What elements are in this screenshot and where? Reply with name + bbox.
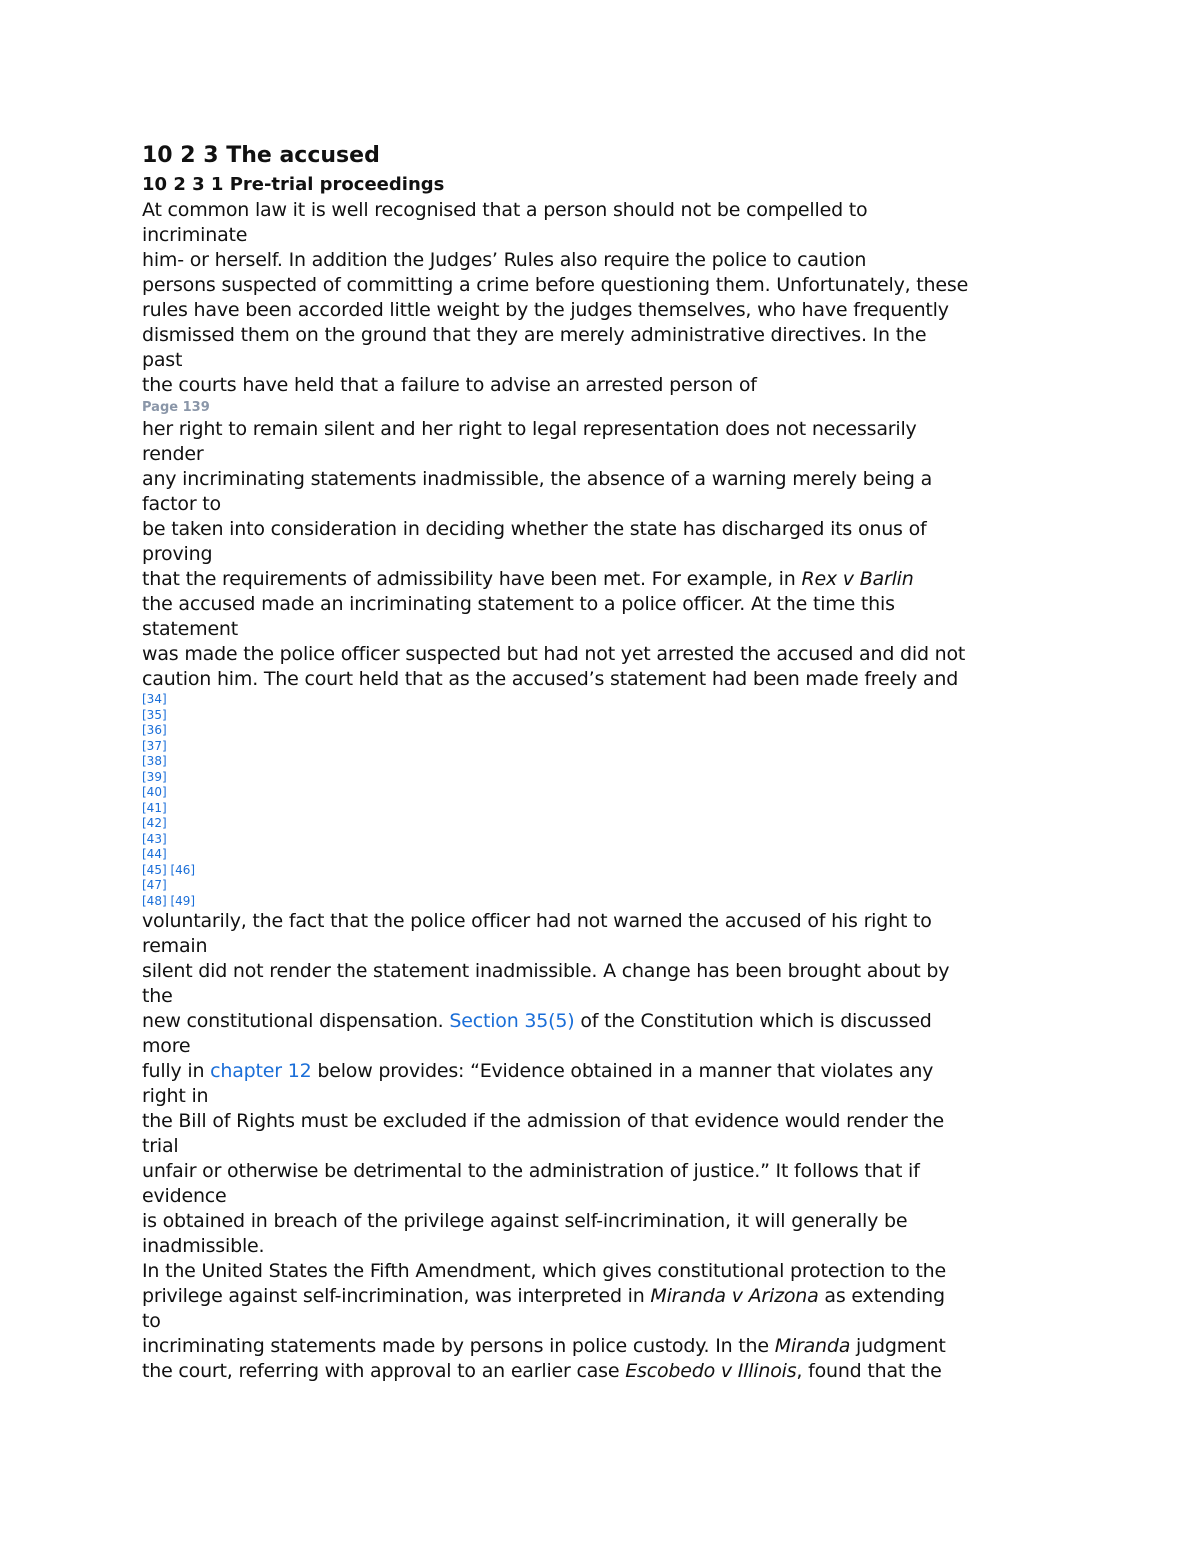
footnote-link[interactable]: [34] <box>142 692 167 706</box>
footnote-link[interactable]: [43] <box>142 831 167 846</box>
footnote-link[interactable]: [45] [46] <box>142 862 196 877</box>
text-fragment: new constitutional dispensation. <box>142 1010 450 1032</box>
footnote-link[interactable]: [48] [49] <box>142 893 196 908</box>
text-line: factor to <box>142 493 221 515</box>
text-line-chapter <box>142 1059 1142 1084</box>
text-line: In the United States the Fifth Amendment, which gives constitutional protection to the <box>142 1260 946 1282</box>
text-line: the Bill of Rights must be excluded if the admission of that evidence would render the <box>142 1110 945 1132</box>
footnote-link[interactable]: [36] <box>142 723 167 737</box>
text-line: him- or herself. In addition the Judges’ Rules also require the police to caution <box>142 249 867 271</box>
text-fragment: below provides: “Evidence obtained in a manner that violates any <box>311 1060 934 1082</box>
text-line: statement <box>142 618 239 640</box>
case-name-miranda-arizona: Miranda v Arizona <box>650 1285 819 1307</box>
text-fragment: fully in <box>142 1060 211 1082</box>
text-fragment: as extending <box>818 1285 945 1307</box>
case-name-escobedo: Escobedo v Illinois <box>625 1360 797 1382</box>
text-line: caution him. The court held that as the accused’s statement had been made freely and <box>142 668 959 690</box>
text-block-d <box>142 909 1142 1084</box>
text-block-f <box>142 1084 1142 1384</box>
text-line: inadmissible. <box>142 1235 265 1257</box>
text-fragment: judgment <box>850 1335 946 1357</box>
text-fragment: incriminating statements made by persons in police custody. In the <box>142 1335 775 1357</box>
text-line: trial <box>142 1135 179 1157</box>
text-fragment: the court, referring with approval to an earlier case <box>142 1360 626 1382</box>
text-fragment: of the Constitution which is discussed <box>574 1010 932 1032</box>
case-name-miranda: Miranda <box>774 1335 851 1357</box>
footnote-link[interactable]: [40] <box>142 785 167 799</box>
text-line: is obtained in breach of the privilege against self-incrimination, it will generally be <box>142 1210 908 1232</box>
text-line: past <box>142 349 183 371</box>
text-line-barlin <box>142 567 1142 592</box>
text-line: be taken into consideration in deciding whether the state has discharged its onus of <box>142 518 927 540</box>
footnote-link[interactable]: [37] <box>142 738 167 753</box>
text-line: incriminate <box>142 224 248 246</box>
text-line: any incriminating statements inadmissible, the absence of a warning merely being a <box>142 468 933 490</box>
text-line: right in <box>142 1085 209 1107</box>
text-line-escobedo <box>142 1359 1142 1384</box>
footnote-link[interactable]: [44] <box>142 847 167 861</box>
text-line: the <box>142 985 173 1007</box>
text-line: remain <box>142 935 208 957</box>
text-fragment: privilege against self-incrimination, was interpreted in <box>142 1285 651 1307</box>
text-line: more <box>142 1035 191 1057</box>
section-heading: 10 2 3 The accused <box>142 143 380 168</box>
text-block-a <box>142 198 1142 398</box>
text-line: rules have been accorded little weight by the judges themselves, who have frequently <box>142 299 949 321</box>
text-line: dismissed them on the ground that they are merely administrative directives. In the <box>142 324 927 346</box>
case-name-barlin: Rex v Barlin <box>801 568 914 590</box>
text-line: render <box>142 443 204 465</box>
text-line: to <box>142 1310 161 1332</box>
text-line: proving <box>142 543 213 565</box>
chapter-12-link[interactable]: chapter 12 <box>210 1060 312 1082</box>
text-line-miranda <box>142 1284 1142 1309</box>
page-number-marker: Page 139 <box>142 400 210 415</box>
text-line: was made the police officer suspected but had not yet arrested the accused and did not <box>142 643 966 665</box>
text-fragment: , found that the <box>796 1360 942 1382</box>
section-35-5-link[interactable]: Section 35(5) <box>449 1010 575 1032</box>
footnote-references <box>142 692 1142 909</box>
text-line-miranda-judgment <box>142 1334 1142 1359</box>
footnote-link[interactable]: [38] <box>142 754 167 768</box>
text-fragment: that the requirements of admissibility have been met. For example, in <box>142 568 802 590</box>
text-line: At common law it is well recognised that a person should not be compelled to <box>142 199 868 221</box>
document-page <box>142 140 1142 1384</box>
text-line: evidence <box>142 1185 227 1207</box>
footnote-link[interactable]: [41] <box>142 800 167 815</box>
text-line: unfair or otherwise be detrimental to the administration of justice.” It follows that if <box>142 1160 920 1182</box>
text-block-c <box>142 592 1142 692</box>
footnote-link[interactable]: [39] <box>142 769 167 784</box>
text-line-section <box>142 1009 1142 1034</box>
text-line: the courts have held that a failure to advise an arrested person of <box>142 374 757 396</box>
text-line: the accused made an incriminating statement to a police officer. At the time this <box>142 593 895 615</box>
footnote-link[interactable]: [42] <box>142 816 167 830</box>
footnote-link[interactable]: [35] <box>142 707 167 722</box>
text-line: persons suspected of committing a crime before questioning them. Unfortunately, these <box>142 274 969 296</box>
text-line: silent did not render the statement inadmissible. A change has been brought about by <box>142 960 950 982</box>
text-line: voluntarily, the fact that the police officer had not warned the accused of his right to <box>142 910 932 932</box>
footnote-link[interactable]: [47] <box>142 878 167 892</box>
text-block-b <box>142 417 1142 592</box>
subsection-heading: 10 2 3 1 Pre-trial proceedings <box>142 174 445 195</box>
text-line: her right to remain silent and her right to legal representation does not necessarily <box>142 418 917 440</box>
